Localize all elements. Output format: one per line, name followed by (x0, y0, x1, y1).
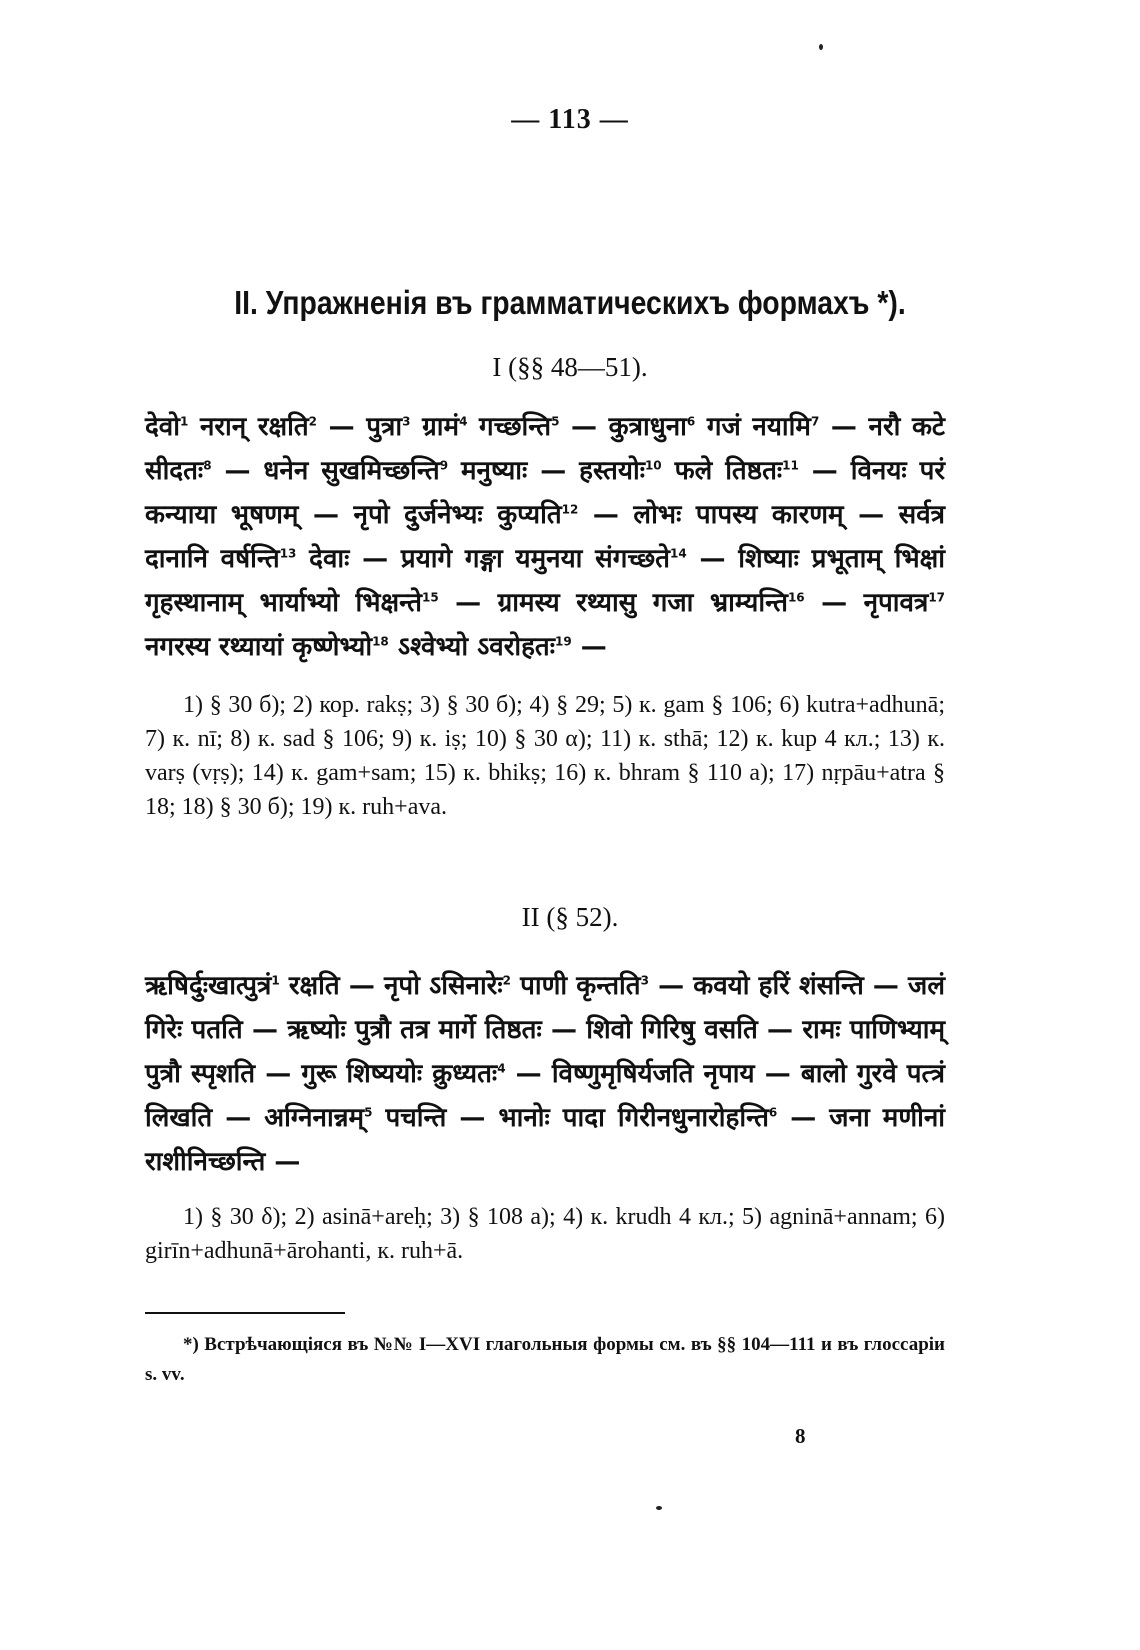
note-marker: 8 (203, 458, 212, 473)
sanskrit-run: — लोभः पापस्य कारणम् — सर्वत्र दानानि वर्षन्ति (145, 500, 946, 574)
note-marker: 11 (782, 458, 799, 473)
note-marker: 18 (372, 634, 389, 649)
note-marker: 14 (669, 546, 687, 561)
footnote: *) Встрѣчающіяся въ №№ I—XVI глагольныя формы см. въ §§ 104—111 и въ глоссаріи s. vv. (145, 1334, 945, 1385)
note-marker: 16 (787, 590, 805, 605)
note-marker: 2 (502, 973, 511, 988)
note-marker: 12 (561, 502, 579, 517)
section-heading-2: II (§ 52). (521, 902, 619, 932)
note-marker: 2 (308, 414, 318, 429)
page-number: — 113 — (511, 104, 629, 135)
signature-mark: 8 (795, 1424, 806, 1448)
note-marker: 10 (644, 458, 662, 473)
print-speck (656, 1506, 662, 1510)
note-marker: 15 (421, 590, 439, 605)
sanskrit-run: पचन्ति — भानोः पादा गिरीनधुनारोहन्ति (372, 1103, 769, 1133)
sanskrit-run: — विष्णुमृषिर्यजति नृपाय — बालो गुरवे पत्त्रं लिखति — अग्निनान्नम् (145, 1059, 945, 1133)
sanskrit-run: — कवयो हरिं शंसन्ति — जलं गिरेः पतति — ऋष्योः पुत्रौ तत्र मार्गे तिष्ठतः — शिवो गिरिषु वसति — रामः पाणिभ्याम् पुत्रौ स्पृशति — गुरू शिष्ययोः क्रुध्यतः (145, 971, 945, 1089)
sanskrit-run: देवाः — प्रयागे गङ्गा यमुनया संगच्छते (296, 544, 670, 574)
sanskrit-run: — शिष्याः प्रभूताम् भिक्षां गृहस्थानाम् भार्याभ्यो भिक्षन्ते (145, 544, 946, 618)
note-marker: 6 (768, 1105, 778, 1120)
note-marker: 6 (686, 414, 696, 429)
note-marker: 1 (180, 414, 189, 429)
sanskrit-run: — नृपावत्र (804, 588, 929, 618)
sanskrit-run: — नरौ कटे सीदतः (145, 412, 946, 486)
sanskrit-run: — कुत्राधुना (559, 412, 687, 442)
sanskrit-run: पाणी कृन्तति (510, 971, 641, 1001)
note-marker: 3 (640, 973, 649, 988)
sanskrit-text-1 (145, 405, 945, 669)
note-marker: 1 (271, 973, 280, 988)
sanskrit-run: — (571, 632, 607, 662)
sanskrit-run: नरान् रक्षति (188, 412, 309, 442)
sanskrit-run: — धनेन सुखमिच्छन्ति (211, 456, 440, 486)
note-marker: 4 (459, 414, 468, 429)
sanskrit-run: ऽश्वेभ्यो ऽवरोहतः (388, 632, 556, 662)
chapter-title: II. Упражненія въ грамматическихъ формахъ *). (234, 284, 906, 321)
sanskrit-run: — पुत्रा (317, 412, 403, 442)
print-speck (819, 44, 823, 50)
note-marker: 13 (279, 546, 297, 561)
note-marker: 5 (364, 1105, 373, 1120)
note-marker: 4 (497, 1061, 506, 1076)
sanskrit-run: देवो (145, 412, 180, 442)
sanskrit-run: ग्रामं (410, 412, 460, 442)
note-marker: 19 (555, 634, 572, 649)
sanskrit-text-2 (145, 964, 945, 1184)
sanskrit-run: फले तिष्ठतः (661, 456, 783, 486)
sanskrit-run: मनुष्याः — हस्तयोः (448, 456, 645, 486)
sanskrit-run: — ग्रामस्य रथ्यासु गजा भ्राम्यन्ति (438, 588, 788, 618)
note-marker: 5 (551, 414, 560, 429)
sanskrit-run: — विनयः परं कन्याया भूषणम् — नृपो दुर्जनेभ्यः कुप्यति (145, 456, 945, 530)
sanskrit-run: गच्छन्ति (467, 412, 552, 442)
note-marker: 7 (810, 414, 820, 429)
section-heading-1: I (§§ 48—51). (492, 352, 648, 382)
sanskrit-run: गजं नयामि (695, 412, 811, 442)
grammar-notes-1: 1) § 30 б); 2) кор. rakṣ; 3) § 30 б); 4) § 29; 5) к. gam § 106; 6) kutra+adhunā; 7) к. nī; 8) к. sad § 106; 9) к. iṣ; 10) § 30 α); 11) к. sthā; 12) к. kup 4 кл.; 13) к. varṣ (vṛṣ); 14) к. gam+sam; 15) к. bhikṣ; 16) к. bhram § 110 a); 17) nṛpāu+atra § 18; 18) § 30 б); 19) к. ruh+ava. (145, 692, 945, 820)
sanskrit-run: रक्षति — नृपो ऽसिनारेः (279, 971, 503, 1001)
note-marker: 9 (439, 458, 449, 473)
grammar-notes-2: 1) § 30 δ); 2) asinā+areḥ; 3) § 108 a); 4) к. krudh 4 кл.; 5) agninā+annam; 6) girīn+adhunā+ārohanti, к. ruh+ā. (145, 1204, 945, 1264)
sanskrit-run: — जना मणीनां राशीनिच्छन्ति — (145, 1103, 946, 1177)
sanskrit-run: नगरस्य रथ्यायां कृष्णेभ्यो (145, 632, 373, 662)
sanskrit-run: ऋषिर्दुःखात्पुत्रं (145, 971, 272, 1001)
footnote-divider (145, 1312, 345, 1314)
note-marker: 17 (928, 590, 946, 605)
note-marker: 3 (402, 414, 411, 429)
